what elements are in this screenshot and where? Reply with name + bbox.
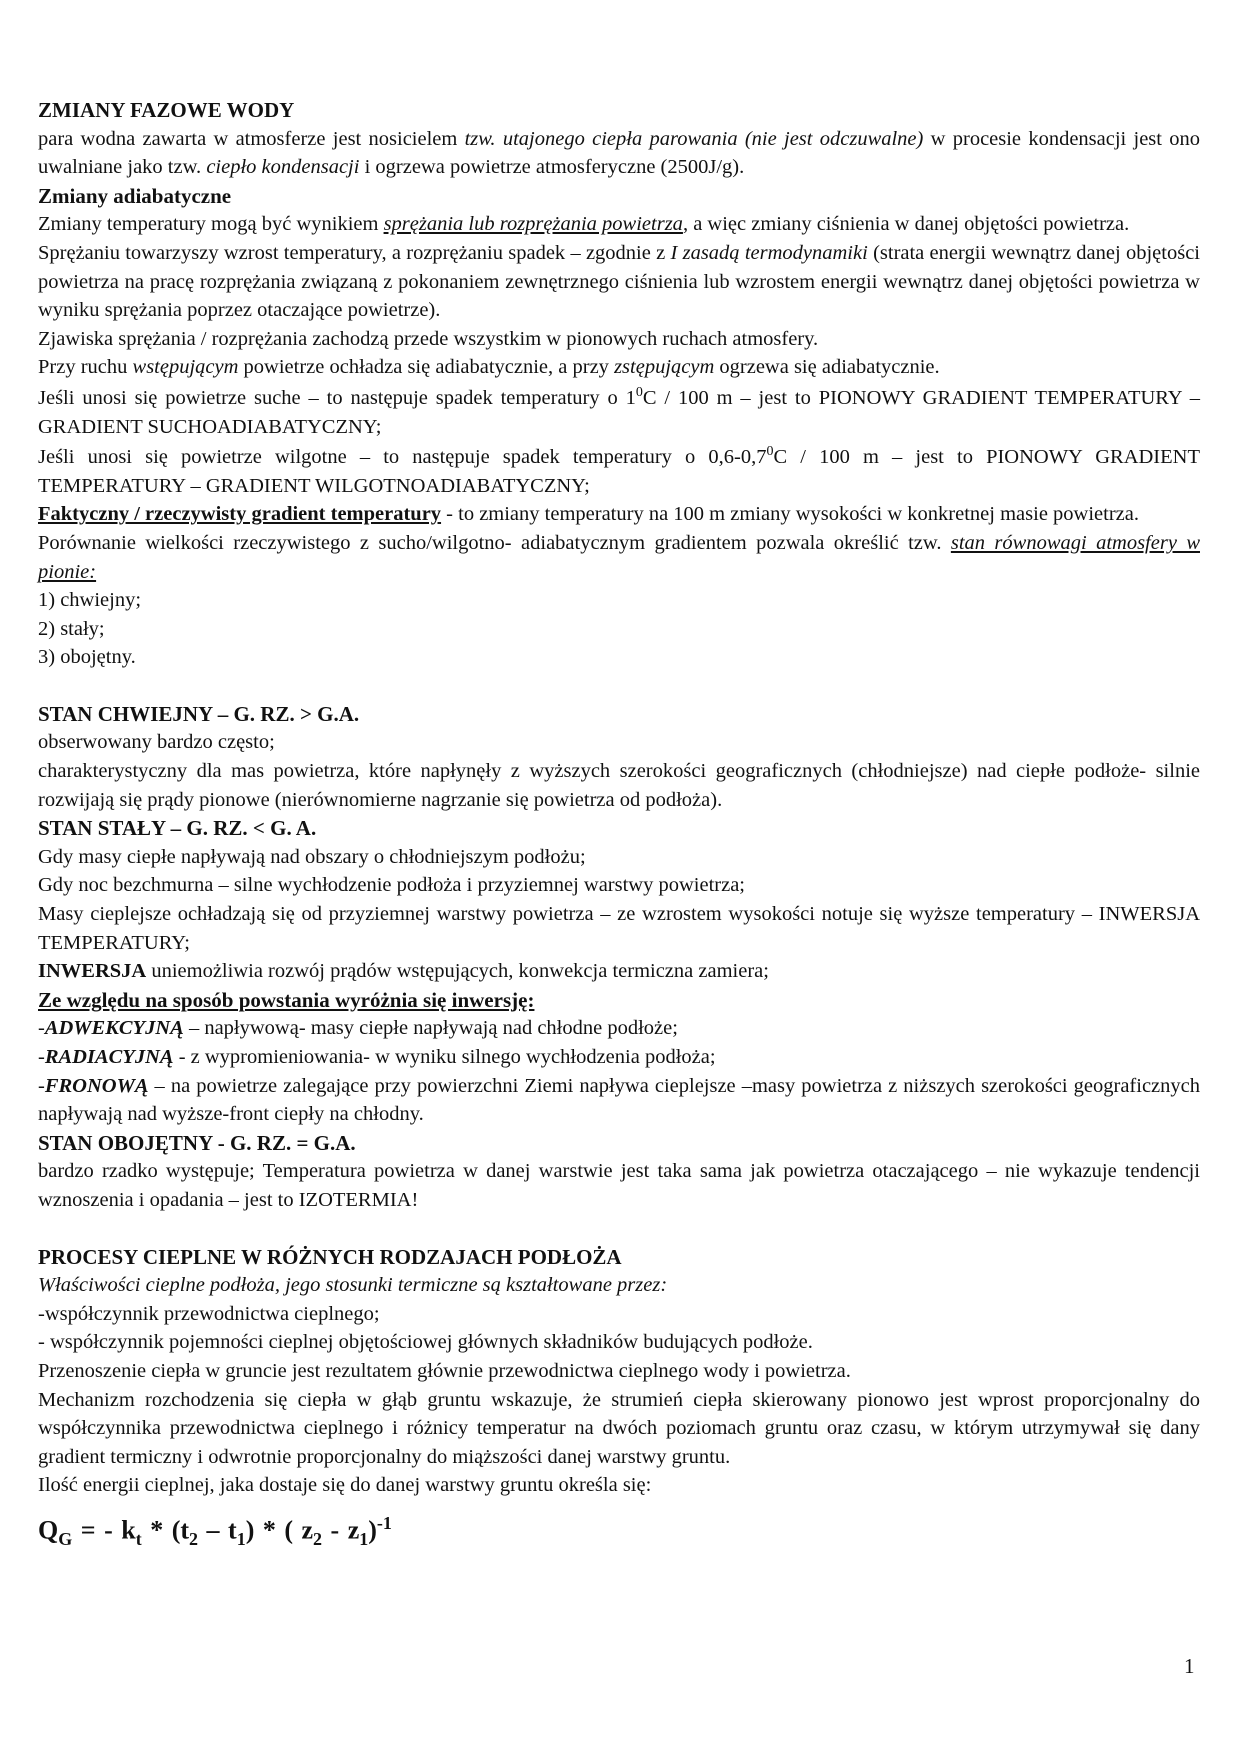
paragraph <box>38 210 1200 239</box>
formula-part: ) <box>368 1515 377 1545</box>
formula-subscript: 1 <box>359 1528 369 1549</box>
paragraph: Przenoszenie ciepła w gruncie jest rezultatem głównie przewodnictwa cieplnego wody i powietrza. <box>38 1359 851 1382</box>
paragraph: Zjawiska sprężania / rozprężania zachodzą przede wszystkim w pionowych ruchach atmosfery. <box>38 327 819 350</box>
formula-part: = - k <box>72 1515 136 1545</box>
superscript: 0 <box>766 444 774 460</box>
formula-subscript: 2 <box>313 1528 323 1549</box>
paragraph <box>38 1043 1200 1072</box>
text: - <box>38 1074 45 1097</box>
paragraph: bardzo rzadko występuje; Temperatura powietrza w danej warstwie jest taka sama jak powietrza otaczającego – nie wykazuje tendencji wznoszenia i opadania – jest to IZOTERMIA! <box>38 1160 1200 1211</box>
paragraph: -współczynnik przewodnictwa cieplnego; <box>38 1302 380 1325</box>
text: - <box>38 1046 45 1068</box>
text: (strata energii wewnątrz danej objętości powietrza na pracę rozprężania związaną z pokonaniem zewnętrznego ciśnienia lub wzrostem energii wewnątrz danej objętości powietrza w wyniku sprężania poprzez otaczające powietrze). <box>38 241 1200 322</box>
text: Sprężaniu towarzyszy wzrost temperatury, a rozprężaniu spadek – zgodnie z <box>38 241 671 264</box>
formula-subscript: G <box>58 1528 73 1549</box>
section-heading: ZMIANY FAZOWE WODY <box>38 98 295 122</box>
text: C / 100 m – jest to PIONOWY GRADIENT TEMPERATURY – GRADIENT SUCHOADIABATYCZNY; <box>38 386 1200 438</box>
sub-heading: Zmiany adiabatyczne <box>38 183 232 208</box>
formula-part: - z <box>322 1515 360 1545</box>
text: uniemożliwia rozwój prądów wstępujących, konwekcja termiczna zamiera; <box>146 960 769 983</box>
paragraph: Gdy masy ciepłe napływają nad obszary o chłodniejszym podłożu; <box>38 845 586 868</box>
underlined-italic-text: stan równowagi atmosfery w pionie: <box>38 531 1200 583</box>
formula-subscript: 2 <box>189 1528 199 1549</box>
formula-subscript: t <box>135 1528 142 1549</box>
italic-text: zstępującym <box>614 356 715 379</box>
formula-superscript: -1 <box>376 1512 392 1533</box>
formula-subscript: 1 <box>236 1528 246 1549</box>
italic-text: tzw. utajonego ciepła parowania (nie jest odczuwalne) <box>464 127 924 150</box>
paragraph <box>38 1072 1200 1129</box>
paragraph <box>38 125 1200 182</box>
text: C / 100 m – jest to PIONOWY GRADIENT TEMPERATURY – GRADIENT WILGOTNOADIABATYCZNY; <box>38 446 1200 497</box>
paragraph: charakterystyczny dla mas powietrza, które napłynęły z wyższych szerokości geograficznych (chłodniejsze) nad ciepłe podłoże- silnie rozwijają się prądy pionowe (nierównomierne nagrzanie się powietrza od podłoża). <box>38 760 1200 811</box>
page-number: 1 <box>1184 1654 1195 1678</box>
paragraph <box>38 500 1200 529</box>
text: - to zmiany temperatury na 100 m zmiany wysokości w konkretnej masie powietrza. <box>441 503 1139 526</box>
paragraph: Ilość energii cieplnej, jaka dostaje się do danej warstwy gruntu określa się: <box>38 1474 652 1497</box>
paragraph: obserwowany bardzo często; <box>38 731 275 754</box>
text: Przy ruchu <box>38 356 133 379</box>
list-item: 3) obojętny. <box>38 646 136 669</box>
text: powietrze ochładza się adiabatycznie, a przy <box>238 356 615 379</box>
superscript: 0 <box>635 385 643 401</box>
formula-part: – t <box>198 1515 237 1545</box>
formula-part: Q <box>38 1515 59 1545</box>
paragraph <box>38 1271 1200 1300</box>
list-item: 1) chwiejny; <box>38 589 142 612</box>
text: i ogrzewa powietrze atmosferyczne (2500J/g). <box>359 156 745 179</box>
text: para wodna zawarta w atmosferze jest nosicielem <box>38 127 465 150</box>
paragraph <box>38 957 1200 986</box>
bold-underlined-text: Faktyczny / rzeczywisty gradient temperatury <box>38 503 442 526</box>
text: Jeśli unosi się powietrze suche – to następuje spadek temperatury o 1 <box>38 386 636 409</box>
document-page <box>38 96 1200 1556</box>
paragraph <box>38 239 1200 325</box>
text: Porównanie wielkości rzeczywistego z sucho/wilgotno- adiabatycznym gradientem pozwala określić tzw. <box>38 531 951 554</box>
section-heading: STAN CHWIEJNY – G. RZ. > G.A. <box>38 701 360 726</box>
paragraph: Gdy noc bezchmurna – silne wychłodzenie podłoża i przyziemnej warstwy powietrza; <box>38 874 745 897</box>
paragraph: Mechanizm rozchodzenia się ciepła w głąb gruntu wskazuje, że strumień ciepła skierowany pionowo jest wprost proporcjonalny do współczynnika przewodnictwa cieplnego i różnicy temperatur na dwóch poziomach gruntu oraz czasu, w którym utrzymywał się dany gradient termiczny i odwrotnie proporcjonalny do miąższości danej warstwy gruntu. <box>38 1388 1200 1468</box>
text: Zmiany temperatury mogą być wynikiem <box>38 213 384 236</box>
paragraph <box>38 1014 1200 1043</box>
section-heading: STAN OBOJĘTNY - G. RZ. = G.A. <box>38 1130 356 1155</box>
paragraph <box>38 443 1200 500</box>
text: Jeśli unosi się powietrze wilgotne – to następuje spadek temperatury o 0,6-0,7 <box>38 446 767 469</box>
text: – napływową- masy ciepłe napływają nad chłodne podłoże; <box>183 1017 678 1040</box>
text: – na powietrze zalegające przy powierzchni Ziemi napływa cieplejsze –masy powietrza z niższych szerokości geograficznych napływają nad wyższe-front ciepły na chłodny. <box>38 1074 1200 1126</box>
formula <box>38 1506 1200 1556</box>
formula-part: ) * ( z <box>245 1515 314 1545</box>
section-heading: PROCESY CIEPLNE W RÓŻNYCH RODZAJACH PODŁOŻA <box>38 1244 622 1269</box>
spacer <box>38 1215 1200 1243</box>
bold-italic-text: ADWEKCYJNĄ <box>44 1017 184 1040</box>
bold-text: INWERSJA <box>38 960 147 983</box>
text: ogrzewa się adiabatycznie. <box>714 356 940 379</box>
text: w procesie kondensacji jest ono uwalniane jako tzw. <box>38 127 1201 179</box>
italic-text: Właściwości cieplne podłoża, jego stosunki termiczne są kształtowane przez: <box>38 1274 668 1297</box>
bold-italic-text: FRONOWĄ <box>44 1074 149 1097</box>
underlined-italic-text: sprężania lub rozprężania powietrza <box>383 213 683 236</box>
italic-text: ciepło kondensacji <box>206 156 360 179</box>
sub-heading: Ze względu na sposób powstania wyróżnia się inwersję: <box>38 987 535 1012</box>
italic-text: I zasadą termodynamiki <box>670 241 868 264</box>
paragraph <box>38 353 1200 382</box>
section-heading: STAN STAŁY – G. RZ. < G. A. <box>38 816 317 841</box>
list-item: 2) stały; <box>38 617 105 640</box>
text: - <box>38 1017 45 1040</box>
formula-part: * (t <box>141 1515 190 1545</box>
paragraph <box>38 384 1200 441</box>
paragraph: Masy cieplejsze ochładzają się od przyziemnej warstwy powietrza – ze wzrostem wysokości notuje się wyższe temperatury – INWERSJA TEMPERATURY; <box>38 903 1200 954</box>
italic-text: wstępującym <box>132 356 239 379</box>
text: - z wypromieniowania- w wyniku silnego wychłodzenia podłoża; <box>173 1046 716 1068</box>
bold-italic-text: RADIACYJNĄ <box>44 1046 174 1068</box>
paragraph: - współczynnik pojemności cieplnej objętościowej głównych składników budujących podłoże. <box>38 1331 813 1354</box>
paragraph <box>38 529 1200 586</box>
text: , a więc zmiany ciśnienia w danej objętości powietrza. <box>682 213 1130 236</box>
spacer <box>38 672 1200 700</box>
